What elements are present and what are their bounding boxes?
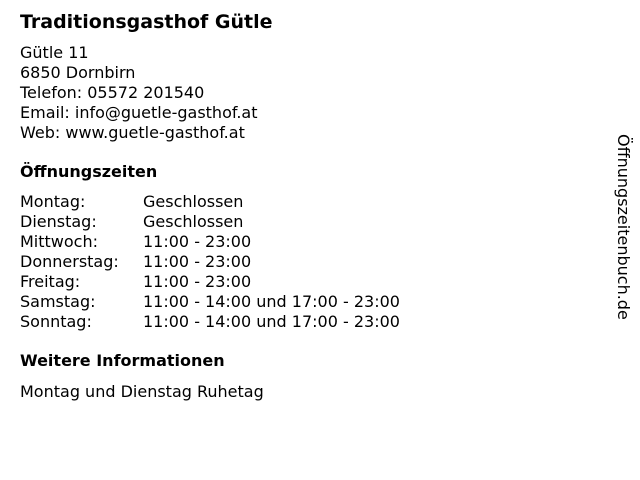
business-card — [20, 10, 590, 402]
business-name: Traditionsgasthof Gütle — [20, 11, 273, 33]
day-label: Donnerstag: — [20, 252, 119, 271]
day-label: Samstag: — [20, 292, 96, 311]
phone-number: Telefon: 05572 201540 — [20, 83, 205, 102]
opening-hours-table — [20, 192, 590, 332]
day-label: Montag: — [20, 192, 86, 211]
day-label: Dienstag: — [20, 212, 97, 231]
more-info-heading: Weitere Informationen — [20, 351, 225, 370]
day-label: Freitag: — [20, 272, 81, 291]
postal-city: 6850 Dornbirn — [20, 63, 136, 82]
hours-row-thursday — [20, 252, 590, 272]
opening-hours-heading: Öffnungszeiten — [20, 162, 158, 181]
more-info-text: Montag und Dienstag Ruhetag — [20, 382, 264, 401]
time-value: 11:00 - 23:00 — [143, 232, 252, 251]
day-label: Sonntag: — [20, 312, 92, 331]
website-address: Web: www.guetle-gasthof.at — [20, 123, 245, 142]
hours-row-monday — [20, 192, 590, 212]
email-address: Email: info@guetle-gasthof.at — [20, 103, 258, 122]
time-value: 11:00 - 23:00 — [143, 272, 252, 291]
day-label: Mittwoch: — [20, 232, 98, 251]
time-value: 11:00 - 14:00 und 17:00 - 23:00 — [143, 292, 400, 311]
time-value: 11:00 - 23:00 — [143, 252, 252, 271]
time-value: Geschlossen — [143, 212, 244, 231]
street-address: Gütle 11 — [20, 43, 89, 62]
watermark-site-name: Öffnungszeitenbuch.de — [614, 134, 633, 320]
hours-row-wednesday — [20, 232, 590, 252]
hours-row-friday — [20, 272, 590, 292]
hours-row-saturday — [20, 292, 590, 312]
contact-block — [20, 43, 590, 143]
time-value: 11:00 - 14:00 und 17:00 - 23:00 — [143, 312, 400, 331]
time-value: Geschlossen — [143, 192, 244, 211]
hours-row-sunday — [20, 312, 590, 332]
hours-row-tuesday — [20, 212, 590, 232]
